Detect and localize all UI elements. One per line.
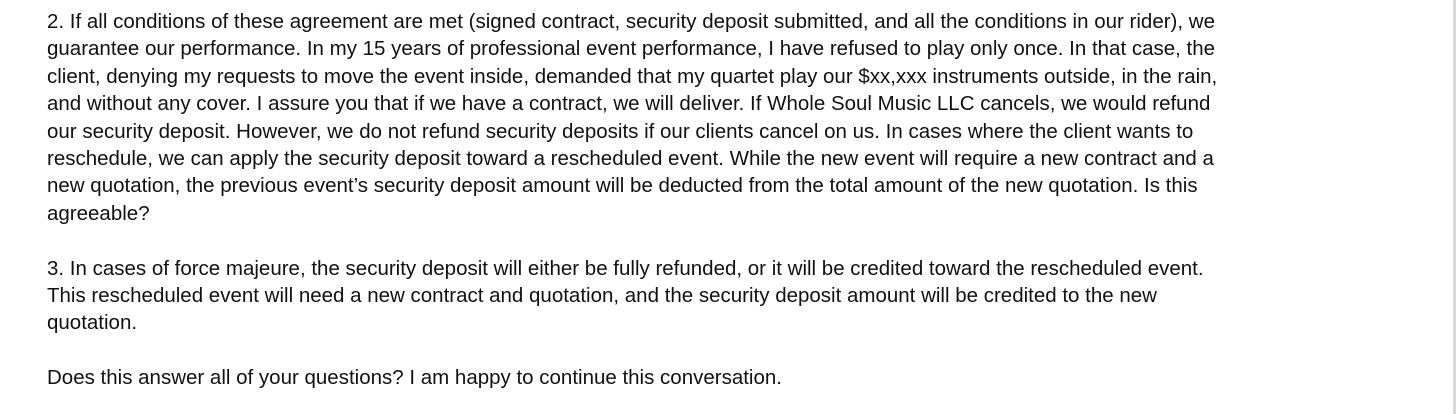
paragraph-line: client, denying my requests to move the event inside, demanded that my quartet play our $xx,xxx instruments outside, in the rain, (47, 64, 1218, 88)
paragraph-line: 2. If all conditions of these agreement are met (signed contract, security deposit submitted, and all the conditions in our rider), we (47, 10, 1215, 33)
paragraph-spacer (47, 227, 1407, 254)
paragraph-line: and without any cover. I assure you that if we have a contract, we will deliver. If Whole Soul Music LLC cancels, we would refund (47, 92, 1211, 116)
paragraph-line: guarantee our performance. In my 15 years of professional event performance, I have refused to play only once. In that case, the (47, 37, 1216, 61)
paragraph-3 (47, 255, 1407, 337)
paragraph-line: new quotation, the previous event’s security deposit amount will be deducted from the total amount of the new quotation. Is this (47, 174, 1198, 198)
paragraph-line: our security deposit. However, we do not refund security deposits if our clients cancel on us. In cases where the client wants to (47, 119, 1194, 143)
paragraph-spacer (47, 337, 1407, 364)
paragraph-2 (47, 8, 1407, 227)
paragraph-line: 3. In cases of force majeure, the security deposit will either be fully refunded, or it will be credited toward the rescheduled event. (47, 256, 1204, 280)
email-body (47, 8, 1407, 392)
paragraph-line: reschedule, we can apply the security deposit toward a rescheduled event. While the new event will require a new contract and a (47, 147, 1214, 171)
paragraph-line: This rescheduled event will need a new contract and quotation, and the security deposit amount will be credited to the new (47, 284, 1157, 308)
closing-line: Does this answer all of your questions? I am happy to continue this conversation. (47, 366, 782, 390)
paragraph-line: quotation. (47, 311, 138, 335)
paragraph-line: agreeable? (47, 201, 150, 225)
